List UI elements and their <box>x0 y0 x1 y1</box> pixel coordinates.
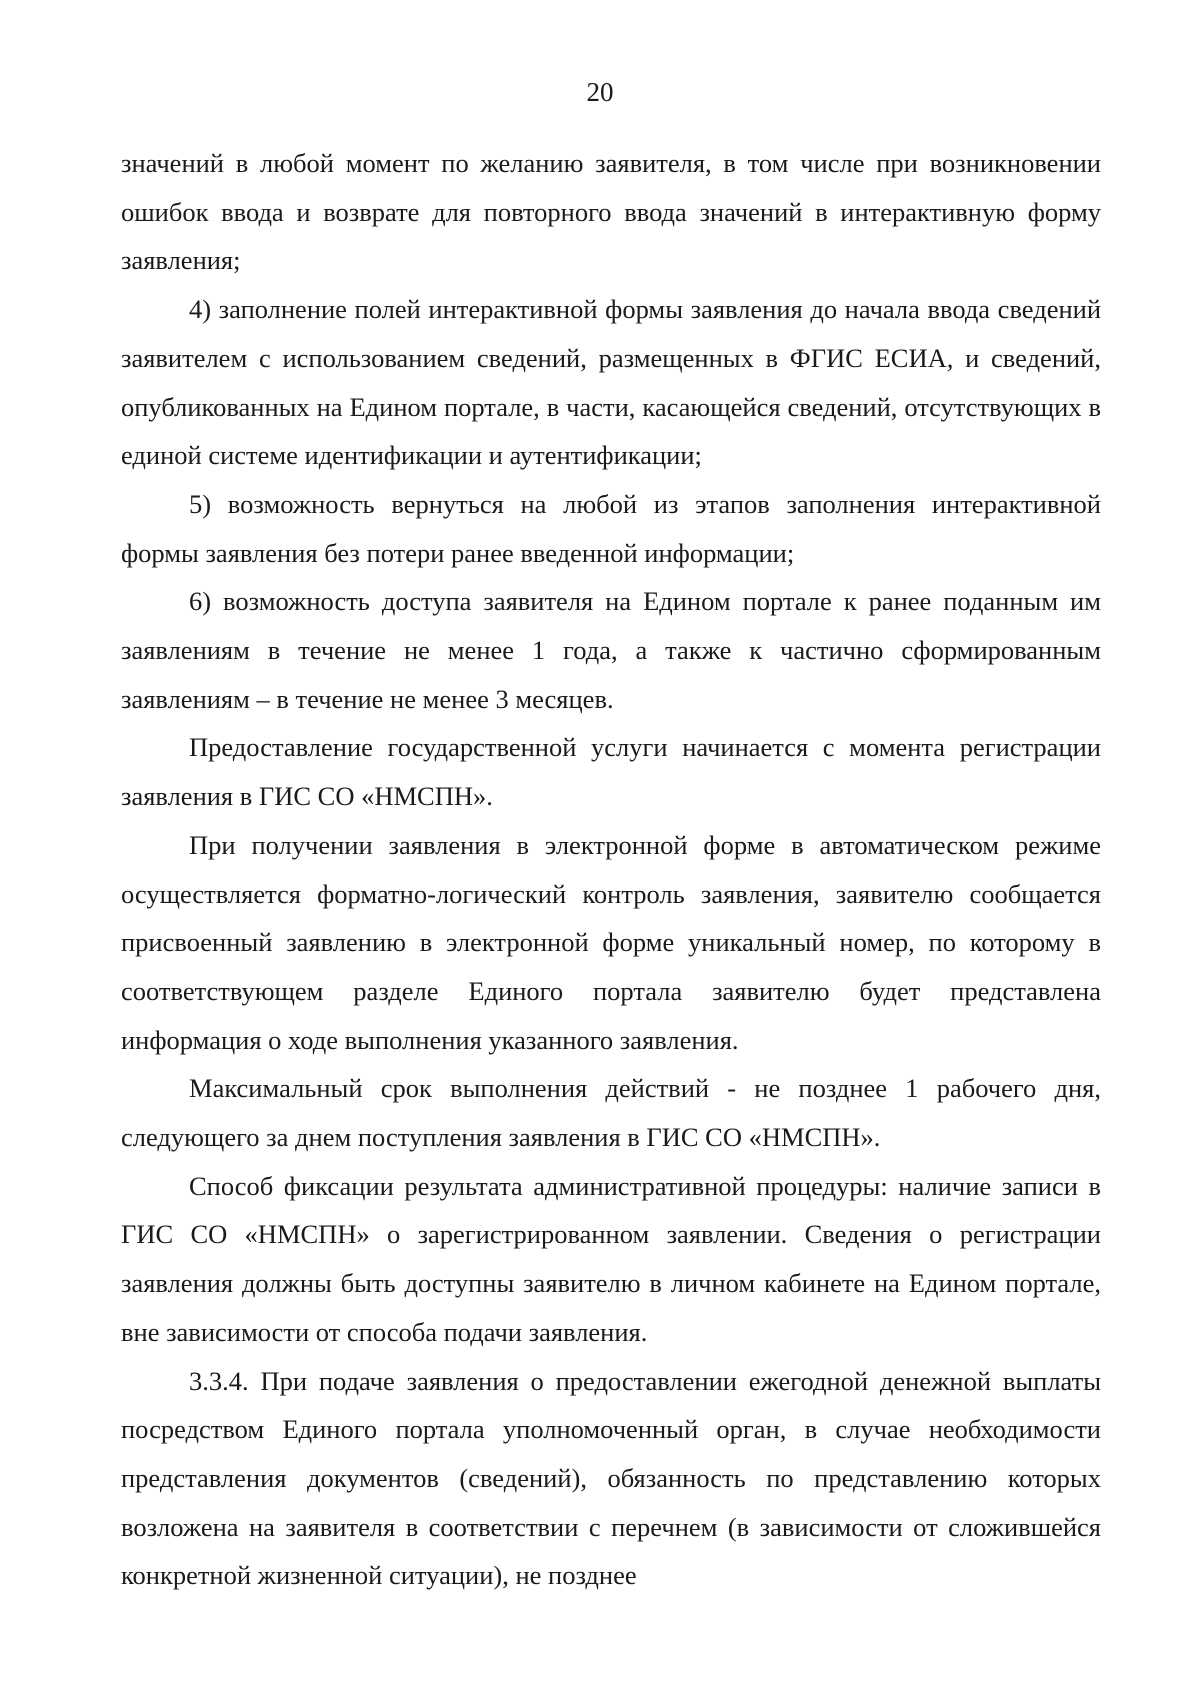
paragraph-continuation: значений в любой момент по желанию заявителя, в том числе при возникновении ошибок ввода и возврате для повторного ввода значений в интерактивную форму заявления; <box>121 148 1101 276</box>
paragraph-fixation-method: Способ фиксации результата административной процедуры: наличие записи в ГИС СО «НМСПН» о зарегистрированном заявлении. Сведения о регистрации заявления должны быть доступны заявителю в личном кабинете на Едином портале, вне зависимости от способа подачи заявления. <box>121 1170 1101 1347</box>
paragraph-section-3-3-4: 3.3.4. При подаче заявления о предоставлении ежегодной денежной выплаты посредством Единого портала уполномоченный орган, в случае необходимости представления документов (сведений), обязанность по представлению которых возложена на заявителя в соответствии с перечнем (в зависимости от сложившейся конкретной жизненной ситуации), не позднее <box>121 1365 1101 1591</box>
paragraph-item-6: 6) возможность доступа заявителя на Едином портале к ранее поданным им заявлениям в течение не менее 1 года, а также к частично сформированным заявлениям – в течение не менее 3 месяцев. <box>121 586 1101 714</box>
paragraph-format-control: При получении заявления в электронной форме в автоматическом режиме осуществляется форматно-логический контроль заявления, заявителю сообщается присвоенный заявлению в электронной форме уникальный номер, по которому в соответствующем разделе Единого портала заявителю будет представлена информация о ходе выполнения указанного заявления. <box>121 829 1101 1055</box>
document-body <box>121 139 1101 1600</box>
paragraph-service-start: Предоставление государственной услуги начинается с момента регистрации заявления в ГИС СО «НМСПН». <box>121 732 1101 812</box>
paragraph-max-term: Максимальный срок выполнения действий - не позднее 1 рабочего дня, следующего за днем поступления заявления в ГИС СО «НМСПН». <box>121 1073 1101 1153</box>
paragraph-item-5: 5) возможность вернуться на любой из этапов заполнения интерактивной формы заявления без потери ранее введенной информации; <box>121 488 1101 568</box>
page-number: 20 <box>586 77 614 107</box>
paragraph-item-4: 4) заполнение полей интерактивной формы заявления до начала ввода сведений заявителем с использованием сведений, размещенных в ФГИС ЕСИА, и сведений, опубликованных на Едином портале, в части, касающейся сведений, отсутствующих в единой системе идентификации и аутентификации; <box>121 294 1101 471</box>
